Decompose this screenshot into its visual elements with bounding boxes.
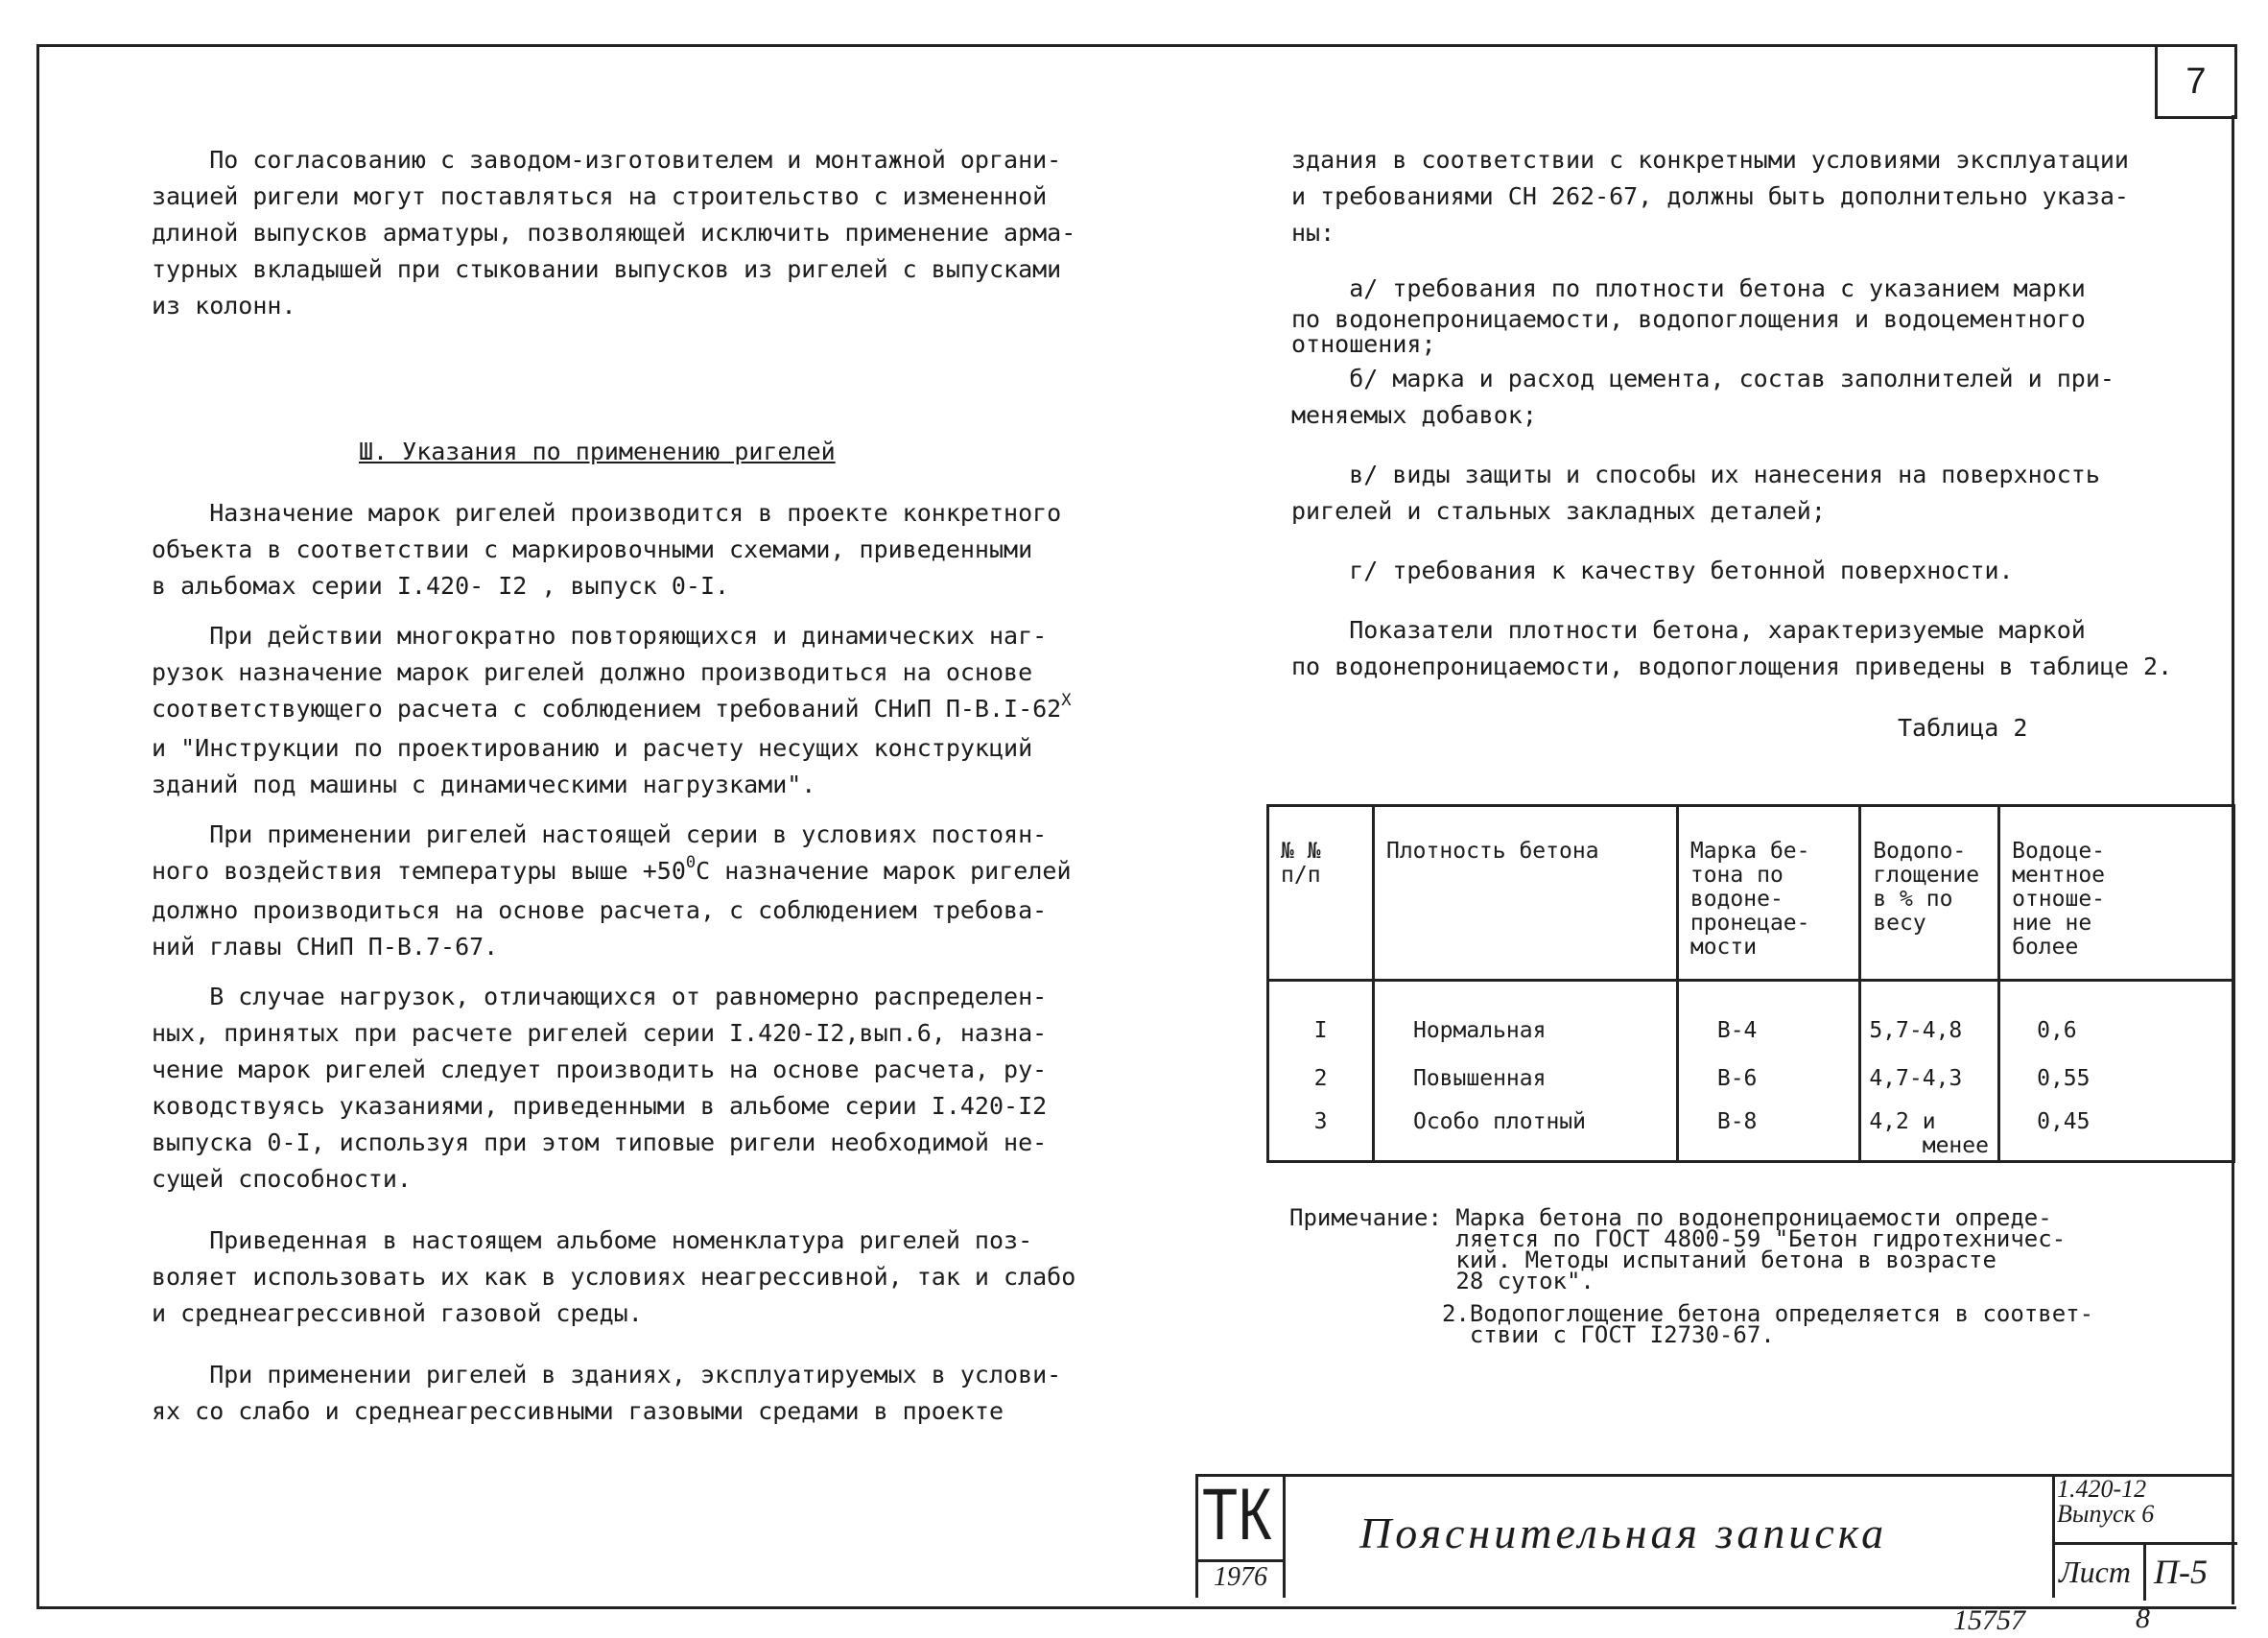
item-a xyxy=(1291,271,2172,357)
note-line: ствии с ГОСТ I2730-67. xyxy=(1289,1321,1775,1348)
text-line: сущей способности. xyxy=(152,1165,412,1193)
text-span: С назначение марок ригелей xyxy=(696,857,1072,885)
document-title: Пояснительная записка xyxy=(1359,1508,1888,1557)
table-row xyxy=(1268,981,2234,1056)
table-cell: В-8 xyxy=(1677,1103,1859,1162)
superscript: X xyxy=(1061,691,1072,710)
text-line: здания в соответствии с конкретными условиями эксплуатации xyxy=(1291,146,2129,174)
text-span: соответствующего расчета с соблюдением требований СНиП П-В.I-62 xyxy=(152,695,1062,723)
para-density xyxy=(1291,612,2172,685)
section-heading: Ш. Указания по применению ригелей xyxy=(359,438,836,465)
text-line: и среднеагрессивной газовой среды. xyxy=(152,1299,643,1327)
text-line: Показатели плотности бетона, характеризуемые маркой xyxy=(1291,616,2086,644)
text-line: При применении ригелей в зданиях, эксплуатируемых в услови- xyxy=(152,1361,1062,1389)
text-line: г/ требования к качеству бетонной поверхности. xyxy=(1291,557,2014,584)
text-line: б/ марка и расход цемента, состав заполнителей и при- xyxy=(1291,365,2114,392)
footer-code: 15757 xyxy=(1953,1604,2025,1636)
table-cell: 3 xyxy=(1268,1103,1374,1162)
text-line: чение марок ригелей следует производить на основе расчета, ру- xyxy=(152,1056,1048,1083)
text-line: длиной выпусков арматуры, позволяющей исключить применение арма- xyxy=(152,219,1076,247)
text-line: ны: xyxy=(1291,219,1335,247)
text-line: выпуска 0-I, используя при этом типовые ригели необходимой не- xyxy=(152,1128,1048,1156)
superscript: 0 xyxy=(685,853,697,872)
left-column xyxy=(152,142,1075,324)
text-line: воляет использовать их как в условиях неагрессивной, так и слабо xyxy=(152,1263,1076,1291)
text-line: зацией ригели могут поставляться на строительство с измененной xyxy=(152,182,1048,210)
right-column xyxy=(1291,142,2172,747)
text-line: При действии многократно повторяющихся и динамических наг- xyxy=(152,622,1048,650)
tk-cell xyxy=(1198,1474,1286,1598)
para-nomenclature xyxy=(152,1223,1075,1332)
text-line: При применении ригелей настоящей серии в условиях постоян- xyxy=(152,820,1048,848)
table-cell: В-6 xyxy=(1677,1055,1859,1103)
sheet-label: Лист xyxy=(2059,1555,2131,1589)
footer-number: 8 xyxy=(2136,1602,2150,1634)
item-v xyxy=(1291,457,2172,530)
text-line: по водонепроницаемости, водопоглощения и водоцементного xyxy=(1291,305,2086,333)
note-line: ляется по ГОСТ 4800-59 "Бетон гидротехничес- xyxy=(1289,1225,2067,1252)
table-cell: 4,2 и менее xyxy=(1860,1103,1999,1162)
item-g xyxy=(1291,553,2172,589)
series-label: 1.420-12 Выпуск 6 xyxy=(2057,1475,2155,1528)
table-cell: 5,7-4,8 xyxy=(1860,981,1999,1056)
header-cell-number: № № п/п xyxy=(1268,806,1374,981)
title-block xyxy=(1195,1474,2234,1598)
para-temperature xyxy=(152,817,1075,965)
para-aggressive xyxy=(152,1357,1075,1430)
text-line: в альбомах серии I.420- I2 , выпуск 0-I. xyxy=(152,572,730,600)
text-span: ного воздействия температуры выше +50 xyxy=(152,857,686,885)
section-heading-wrap xyxy=(359,434,836,470)
para-dynamic-loads xyxy=(152,618,1075,803)
text-line: ригелей и стальных закладных деталей; xyxy=(1291,497,1826,525)
table-cell: I xyxy=(1268,981,1374,1056)
text-line: в/ виды защиты и способы их нанесения на поверхность xyxy=(1291,461,2100,488)
sheet-number: П-5 xyxy=(2143,1545,2208,1601)
note-line: 2.Водопоглощение бетона определяется в соответ- xyxy=(1289,1300,2094,1327)
para-agreement xyxy=(152,142,1075,324)
table-caption: Таблица 2 xyxy=(1898,714,2028,742)
table-cell: 4,7-4,3 xyxy=(1860,1055,1999,1103)
text-line: из колонн. xyxy=(152,292,296,320)
text-line: отношения; xyxy=(1291,330,1436,358)
text-line: турных вкладышей при стыковании выпусков из ригелей с выпусками xyxy=(152,255,1062,283)
para-building xyxy=(1291,142,2172,251)
table-header-row xyxy=(1268,806,2234,981)
text-line: по водонепроницаемости, водопоглощения приведены в таблице 2. xyxy=(1291,653,2173,680)
table-cell: 0,6 xyxy=(1999,981,2234,1056)
page-number: 7 xyxy=(2155,44,2237,119)
header-cell-density: Плотность бетона xyxy=(1373,806,1677,981)
table-row xyxy=(1268,1055,2234,1103)
table-cell: 0,55 xyxy=(1999,1055,2234,1103)
text-line xyxy=(152,691,1075,730)
text-line: Приведенная в настоящем альбоме номенклатура ригелей поз- xyxy=(152,1226,1033,1254)
table-cell: Нормальная xyxy=(1373,981,1677,1056)
text-line: рузок назначение марок ригелей должно производиться на основе xyxy=(152,658,1033,686)
text-line: В случае нагрузок, отличающихся от равномерно распределен- xyxy=(152,983,1048,1010)
text-line: должно производиться на основе расчета, с соблюдением требова- xyxy=(152,896,1048,924)
text-line: объекта в соответствии с маркировочными схемами, приведенными xyxy=(152,535,1033,563)
text-line: ководствуясь указаниями, приведенными в альбоме серии I.420-I2 xyxy=(152,1092,1048,1120)
header-cell-absorption: Водопо- глощение в % по весу xyxy=(1860,806,1999,981)
header-cell-grade: Марка бе- тона по водоне- пронецае- мости xyxy=(1677,806,1859,981)
header-cell-ratio: Водоце- ментное отноше- ние не более xyxy=(1999,806,2234,981)
note-line: Примечание: Марка бетона по водонепроницаемости опреде- xyxy=(1289,1204,2052,1231)
series-cell xyxy=(2052,1477,2237,1598)
tk-mark: ТК xyxy=(1202,1474,1272,1555)
table-cell: 2 xyxy=(1268,1055,1374,1103)
density-table xyxy=(1266,804,2235,1163)
text-line: По согласованию с заводом-изготовителем и монтажной органи- xyxy=(152,146,1062,174)
table-cell: В-4 xyxy=(1677,981,1859,1056)
text-line: меняемых добавок; xyxy=(1291,401,1537,429)
note-line: кий. Методы испытаний бетона в возрасте xyxy=(1289,1246,1996,1273)
table-cell: Особо плотный xyxy=(1373,1103,1677,1162)
text-line: а/ требования по плотности бетона с указанием марки xyxy=(1291,274,2086,302)
table-row xyxy=(1268,1103,2234,1162)
text-line: ний главы СНиП П-В.7-67. xyxy=(152,933,499,961)
text-line: ях со слабо и среднеагрессивными газовыми средами в проекте xyxy=(152,1397,1004,1425)
text-line xyxy=(152,853,1075,892)
para-assignment xyxy=(152,495,1075,605)
table-notes xyxy=(1289,1204,2094,1348)
table-cell: 0,45 xyxy=(1999,1103,2234,1162)
text-line: зданий под машины с динамическими нагрузками". xyxy=(152,771,816,798)
text-line: Назначение марок ригелей производится в проекте конкретного xyxy=(152,499,1062,527)
text-line: и "Инструкции по проектированию и расчету несущих конструкций xyxy=(152,734,1033,762)
table-cell: Повышенная xyxy=(1373,1055,1677,1103)
text-line: ных, принятых при расчете ригелей серии I.420-I2,вып.6, назна- xyxy=(152,1019,1048,1047)
sheet-row xyxy=(2055,1542,2237,1601)
note-line: 28 суток". xyxy=(1289,1268,1595,1294)
para-loads xyxy=(152,979,1075,1198)
year: 1976 xyxy=(1198,1559,1283,1593)
text-line: и требованиями СН 262-67, должны быть дополнительно указа- xyxy=(1291,182,2129,210)
left-column-body xyxy=(152,495,1075,1430)
item-b xyxy=(1291,361,2172,434)
